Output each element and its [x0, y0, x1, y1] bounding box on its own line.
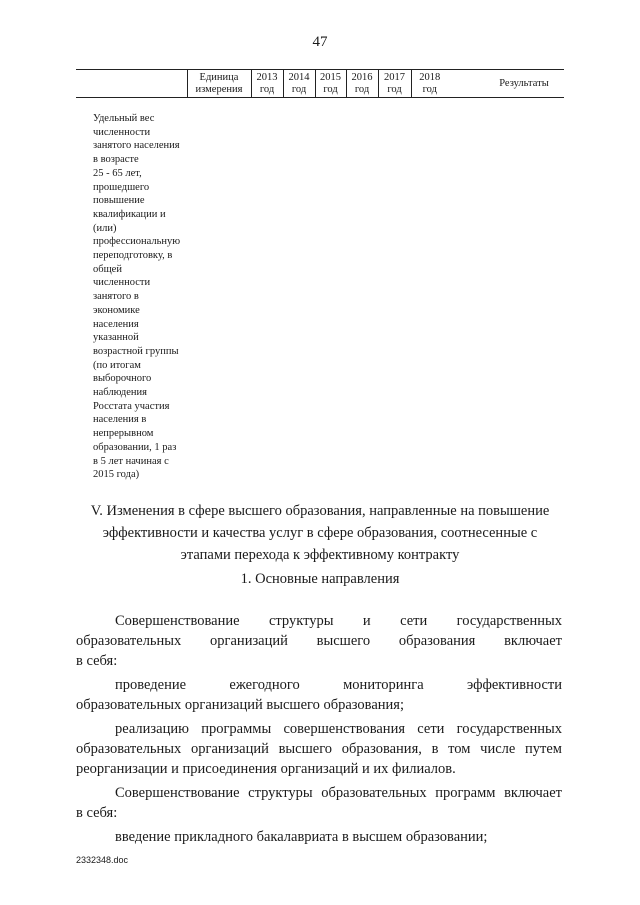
year-header-2013: 2013 год	[251, 70, 283, 98]
indicator-table-header	[76, 69, 564, 98]
row-label-line: населения	[93, 318, 139, 330]
row-label-line: указанной	[93, 332, 139, 344]
blank-header-cell	[76, 70, 187, 98]
paragraph-line: проведение ежегодного мониторинга эффективности	[115, 677, 562, 693]
unit-header-cell: Единица измерения	[187, 70, 251, 98]
section-title	[66, 500, 574, 566]
results-header-cell: Результаты	[484, 70, 564, 98]
row-label-line: возрастной группы	[93, 345, 179, 357]
row-label-line: наблюдения	[93, 387, 147, 399]
row-label-line: непрерывном	[93, 428, 154, 440]
row-label-line: (или)	[93, 222, 117, 234]
year-header-2018: 2018 год	[411, 70, 448, 98]
row-label-line: прошедшего	[93, 181, 150, 193]
year-header-2017: 2017 год	[378, 70, 411, 98]
section-title-line: V. Изменения в сфере высшего образования, направленные на повышение	[90, 503, 550, 519]
results-spacer-cell	[448, 70, 484, 98]
row-label-line: 25 - 65 лет,	[93, 167, 142, 179]
row-label-line: численности	[93, 126, 151, 138]
paragraph-line: образовательных организаций высшего образования, в том числе путем	[76, 741, 562, 757]
paragraph-line: образовательных организаций высшего образования;	[76, 697, 404, 713]
row-label-line: квалификации и	[93, 208, 166, 220]
year-header-2015: 2015 год	[315, 70, 346, 98]
paragraph-line: введение прикладного бакалавриата в высшем образовании;	[115, 829, 488, 845]
body-text	[76, 611, 562, 847]
row-label-line: населения в	[93, 414, 147, 426]
indicator-row-label	[93, 112, 218, 482]
row-label-line: 2015 года)	[93, 469, 140, 481]
row-label-line: профессиональную	[93, 236, 181, 248]
row-label-line: в возрасте	[93, 154, 139, 166]
row-label-line: выборочного	[93, 373, 152, 385]
subheading: 1. Основные направления	[240, 571, 400, 587]
paragraph-line: Совершенствование структуры и сети государственных	[115, 613, 562, 629]
year-header-2016: 2016 год	[346, 70, 378, 98]
row-label-line: переподготовку, в	[93, 250, 173, 262]
paragraph-line: образовательных организаций высшего образования включает	[76, 633, 562, 649]
section-title-line: этапами перехода к эффективному контракту	[180, 547, 460, 563]
row-label-line: в 5 лет начиная с	[93, 455, 169, 467]
row-label-line: занятого населения	[93, 140, 180, 152]
year-header-2014: 2014 год	[283, 70, 315, 98]
paragraph-line: реализацию программы совершенствования сети государственных	[115, 721, 562, 737]
row-label-line: численности	[93, 277, 151, 289]
row-label-line: экономике	[93, 304, 140, 316]
row-label-line: Росстата участия	[93, 400, 170, 412]
row-label-line: образовании, 1 раз	[93, 441, 177, 453]
paragraph-line: реорганизации и присоединения организаций и их филиалов.	[76, 761, 456, 777]
row-label-line: (по итогам	[93, 359, 141, 371]
row-label-line: повышение	[93, 195, 145, 207]
page-number: 47	[312, 34, 328, 50]
file-name-footer: 2332348.doc	[76, 855, 129, 865]
paragraph-line: в себя:	[76, 653, 118, 669]
row-label-line: занятого в	[93, 291, 139, 303]
paragraph-line: в себя:	[76, 805, 118, 821]
row-label-line: Удельный вес	[93, 113, 155, 124]
section-title-line: эффективности и качества услуг в сфере образования, соотнесенные с	[102, 525, 538, 541]
row-label-line: общей	[93, 263, 122, 275]
paragraph-line: Совершенствование структуры образовательных программ включает	[115, 785, 562, 801]
